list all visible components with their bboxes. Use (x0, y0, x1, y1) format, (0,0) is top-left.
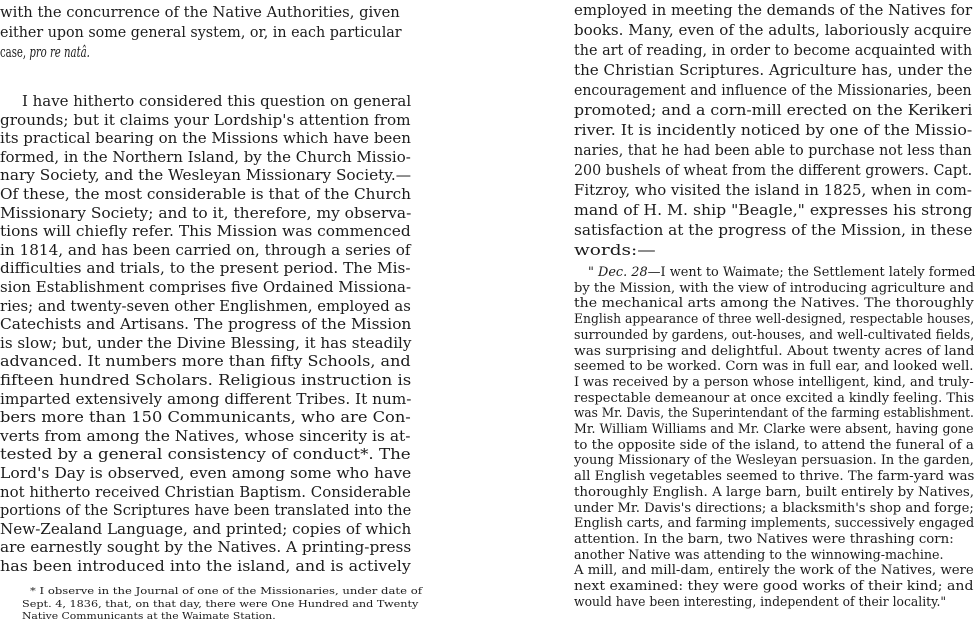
body-line: advanced. It numbers more than fifty Schools, and (0, 352, 411, 371)
quote-line: attention. In the barn, two Natives were thrashing corn: (574, 530, 954, 546)
body-line: ries; and twenty-seven other Englishmen, employed as (0, 296, 411, 315)
body-line: books. Many, even of the adults, laboriously acquire (574, 21, 972, 39)
body-line: verts from among the Natives, whose sincerity is at- (0, 426, 411, 445)
quote-line: was surprising and delightful. About twenty acres of land (574, 342, 975, 358)
body-line: are earnestly sought by the Natives. A printing-press (0, 538, 412, 557)
intro-line: with the concurrence of the Native Authorities, given (0, 3, 400, 21)
quote-line: I was received by a person whose intelligent, kind, and truly- (574, 373, 974, 389)
quote-line: the mechanical arts among the Natives. The thoroughly (574, 295, 974, 311)
body-line: tions will chiefly refer. This Mission was commenced (0, 222, 411, 241)
quote-line: seemed to be worked. Corn was in full ear, and looked well. (574, 358, 974, 374)
right-page (574, 0, 980, 609)
quote-line-first (588, 264, 975, 280)
body-line: mand of H. M. ship "Beagle," expresses his strong (574, 201, 973, 219)
body-line: words:— (574, 241, 656, 259)
quote-line: to the opposite side of the island, to attend the funeral of a (574, 436, 974, 452)
body-line: naries, that he had been able to purchase not less than (574, 141, 972, 159)
footnote-line: * I observe in the Journal of one of the Missionaries, under date of (30, 586, 423, 597)
body-line: nary Society, and the Wesleyan Missionary Society.— (0, 166, 412, 185)
body-line: satisfaction at the progress of the Mission, in these (574, 221, 973, 239)
quote-line: English carts, and farming implements, successively engaged (574, 515, 975, 531)
latin-phrase: pro re natâ. (29, 43, 90, 61)
quote-line: A mill, and mill-dam, entirely the work of the Natives, were (574, 562, 974, 578)
quote-line: respectable demeanour at once excited a kindly feeling. This (574, 389, 975, 405)
body-line: grounds; but it claims your Lordship's attention from (0, 110, 411, 129)
body-line: Of these, the most considerable is that of the Church (0, 185, 412, 203)
body-line: in 1814, and has been carried on, through a series of (0, 240, 411, 259)
quote-line: another Native was attending to the winnowing-machine. (574, 546, 944, 562)
body-line: difficulties and trials, to the present period. The Mis- (0, 259, 411, 278)
body-line: has been introduced into the island, and is actively (0, 557, 411, 575)
quote-line: thoroughly English. A large barn, built entirely by Natives, (574, 483, 975, 499)
footnote-line: Native Communicants at the Waimate Station. (22, 611, 276, 622)
body-line: 200 bushels of wheat from the different growers. Capt. (574, 161, 973, 179)
quote-line: by the Mission, with the view of introducing agriculture and (574, 279, 975, 295)
body-line: encouragement and influence of the Missionaries, been (574, 81, 972, 99)
quote-line: English appearance of three well-designed, respectable houses, (574, 311, 975, 327)
body-line: New-Zealand Language, and printed; copies of which (0, 519, 412, 538)
quote-date: Dec. 28 (598, 264, 648, 279)
body-line: Lord's Day is observed, even among some who have (0, 464, 412, 482)
intro-line: either upon some general system, or, in each particular (0, 23, 402, 41)
body-line: Catechists and Artisans. The progress of the Mission (0, 315, 412, 334)
body-line: Fitzroy, who visited the island in 1825, when in com- (574, 181, 972, 199)
body-line: formed, in the Northern Island, by the Church Missio- (0, 147, 411, 166)
left-page (0, 0, 428, 622)
body-line: not hitherto received Christian Baptism. Considerable (0, 482, 411, 501)
intro-line-start: case, (0, 43, 30, 61)
body-line: I have hitherto considered this question on general (22, 92, 412, 110)
body-line: river. It is incidently noticed by one of the Missio- (574, 121, 973, 139)
body-line: imparted extensively among different Tribes. It num- (0, 389, 412, 408)
intro-line-latin (0, 42, 90, 62)
quote-line: surrounded by gardens, out-houses, and well-cultivated fields, (574, 326, 975, 342)
body-line: fifteen hundred Scholars. Religious instruction is (0, 371, 412, 389)
quote-line: would have been interesting, independent of their locality." (574, 593, 947, 609)
body-line: Missionary Society; and to it, therefore, my observa- (0, 203, 412, 222)
footnote-line: Sept. 4, 1836, that, on that day, there were One Hundred and Twenty (22, 598, 419, 610)
quote-open-mark: " (588, 264, 599, 279)
body-line: bers more than 150 Communicants, who are Con- (0, 408, 411, 427)
quote-line: next examined: they were good works of their kind; and (574, 578, 974, 593)
body-line: tested by a general consistency of conduct*. The (0, 445, 411, 464)
body-line: employed in meeting the demands of the Natives for (574, 1, 973, 19)
body-line: portions of the Scriptures have been translated into the (0, 501, 412, 520)
body-line: its practical bearing on the Missions which have been (0, 129, 411, 148)
body-line: sion Establishment comprises five Ordained Missiona- (0, 278, 411, 296)
quote-line: young Missionary of the Wesleyan persuasion. In the garden, (574, 452, 974, 468)
body-line: the art of reading, in order to become acquainted with (574, 41, 973, 59)
body-line: is slow; but, under the Divine Blessing, it has steadily (0, 333, 412, 352)
quote-line: was Mr. Davis, the Superintendant of the farming establishment. (574, 405, 974, 421)
quote-line: all English vegetables seemed to thrive. The farm-yard was (574, 468, 975, 484)
quote-line: Mr. William Williams and Mr. Clarke were absent, having gone (574, 421, 974, 436)
body-line: promoted; and a corn-mill erected on the Kerikeri (574, 101, 973, 119)
body-line: the Christian Scriptures. Agriculture has, under the (574, 61, 973, 79)
quote-first-rest: —I went to Waimate; the Settlement lately formed (647, 264, 976, 279)
quote-line: under Mr. Davis's directions; a blacksmith's shop and forge; (574, 499, 974, 515)
